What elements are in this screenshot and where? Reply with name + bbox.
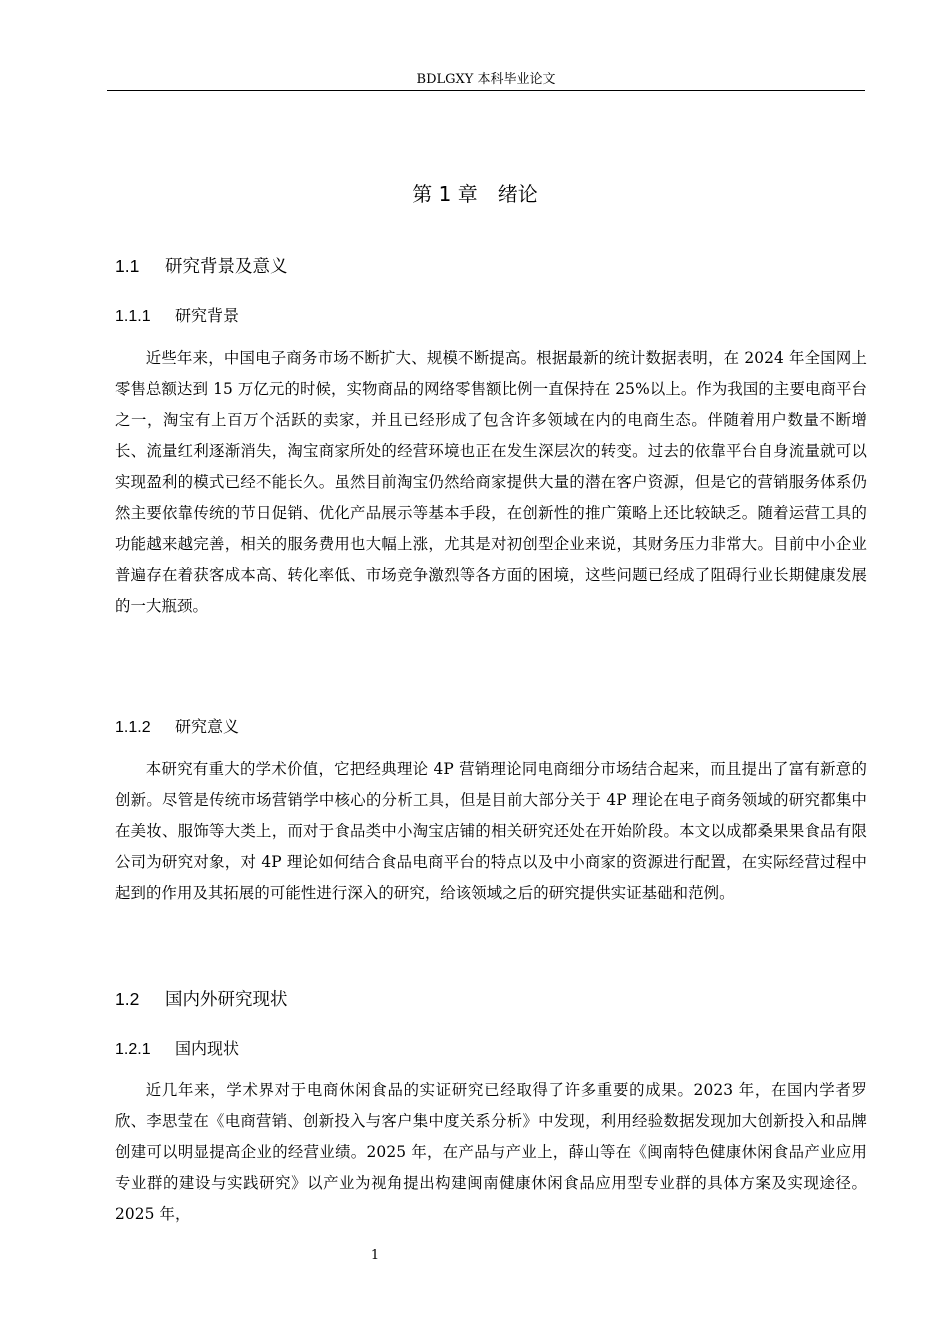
section-heading-1-2 [115, 987, 288, 1012]
running-header: BDLGXY 本科毕业论文 [416, 72, 556, 87]
subsection-number: 1.1.2 [115, 719, 151, 736]
subsection-heading-1-1-2 [115, 716, 239, 739]
section-title: 国内外研究现状 [165, 990, 288, 1010]
page-number: 1 [370, 1248, 380, 1263]
subsection-number: 1.1.1 [115, 308, 151, 325]
subsection-number: 1.2.1 [115, 1041, 151, 1058]
chapter-title: 第 1 章 绪论 [412, 182, 538, 206]
subsection-heading-1-1-1 [115, 305, 239, 328]
subsection-heading-1-2-1 [115, 1038, 239, 1061]
paragraph-significance: 本研究有重大的学术价值，它把经典理论 4P 营销理论同电商细分市场结合起来，而且提出了富有新意的创新。尽管是传统市场营销学中核心的分析工具，但是目前大部分关于 4P 理论在电子商务领域的研究都集中在美妆、服饰等大类上，而对于食品类中小淘宝店铺的相关研究还处在开始阶段。本文以成都桑果果食品有限公司为研究对象，对 4P 理论如何结合食品电商平台的特点以及中小商家的资源进行配置，在实际经营过程中起到的作用及其拓展的可能性进行深入的研究，给该领域之后的研究提供实证基础和范例。 [115, 760, 867, 902]
section-title: 研究背景及意义 [165, 257, 288, 277]
header-rule [107, 90, 865, 91]
subsection-title: 研究背景 [175, 306, 240, 325]
paragraph-domestic-status: 近几年来，学术界对于电商休闲食品的实证研究已经取得了许多重要的成果。2023 年，在国内学者罗欣、李思莹在《电商营销、创新投入与客户集中度关系分析》中发现，利用经验数据发现加大创新投入和品牌创建可以明显提高企业的经营业绩。2025 年，在产品与产业上，薛山等在《闽南特色健康休闲食品产业应用专业群的建设与实践研究》以产业为视角提出构建闽南健康休闲食品应用型专业群的具体方案及实现途径。2025 年， [115, 1081, 867, 1223]
subsection-title: 研究意义 [175, 717, 240, 736]
paragraph-background: 近些年来，中国电子商务市场不断扩大、规模不断提高。根据最新的统计数据表明，在 2024 年全国网上零售总额达到 15 万亿元的时候，实物商品的网络零售额比例一直保持在 25%以上。作为我国的主要电商平台之一，淘宝有上百万个活跃的卖家，并且已经形成了包含许多领域在内的电商生态。伴随着用户数量不断增长、流量红利逐渐消失，淘宝商家所处的经营环境也正在发生深层次的转变。过去的依靠平台自身流量就可以实现盈利的模式已经不能长久。虽然目前淘宝仍然给商家提供大量的潜在客户资源，但是它的营销服务体系仍然主要依靠传统的节日促销、优化产品展示等基本手段，在创新性的推广策略上还比较缺乏。随着运营工具的功能越来越完善，相关的服务费用也大幅上涨，尤其是对初创型企业来说，其财务压力非常大。目前中小企业普遍存在着获客成本高、转化率低、市场竞争激烈等各方面的困境，这些问题已经成了阻碍行业长期健康发展的一大瓶颈。 [115, 349, 867, 615]
section-heading-1-1 [115, 254, 288, 279]
subsection-title: 国内现状 [175, 1039, 240, 1058]
section-number: 1.1 [115, 256, 140, 276]
section-number: 1.2 [115, 989, 140, 1009]
